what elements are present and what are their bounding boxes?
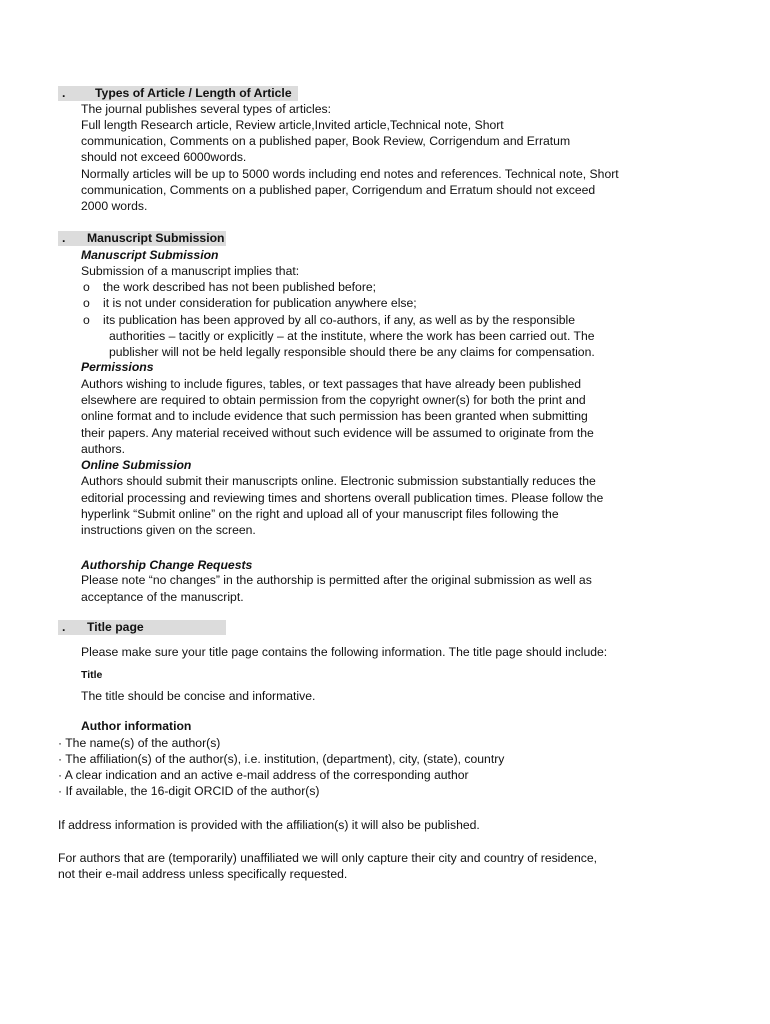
- body-line: Please make sure your title page contains the following information. The title page should include:: [81, 645, 608, 659]
- bullet-item: the work described has not been published before;: [103, 280, 377, 294]
- body-line: Normally articles will be up to 5000 words including end notes and references. Technical note, Short: [81, 167, 619, 181]
- section-heading: Manuscript Submission: [87, 231, 225, 245]
- body-line: instructions given on the screen.: [81, 523, 256, 537]
- sub-heading: Manuscript Submission: [81, 248, 219, 262]
- bullet-item: its publication has been approved by all co-authors, if any, as well as by the responsible: [103, 313, 575, 327]
- body-line: hyperlink “Submit online” on the right and upload all of your manuscript files following the: [81, 507, 559, 521]
- bullet-symbol: o: [83, 296, 90, 310]
- section-heading: Types of Article / Length of Article: [95, 86, 292, 100]
- body-line: online format and to include evidence that such permission has been granted when submitting: [81, 409, 588, 423]
- body-line: not their e-mail address unless specifically requested.: [58, 867, 348, 881]
- bullet-item: it is not under consideration for publication anywhere else;: [103, 296, 417, 310]
- list-item: · The affiliation(s) of the author(s), i.e. institution, (department), city, (state), country: [58, 752, 505, 766]
- body-line: Submission of a manuscript implies that:: [81, 264, 300, 278]
- section-marker: .: [62, 231, 66, 245]
- bullet-continuation: authorities – tacitly or explicitly – at the institute, where the work has been carried out. The: [109, 329, 595, 343]
- bullet-continuation: publisher will not be held legally responsible should there be any claims for compensation.: [109, 345, 595, 359]
- body-line: acceptance of the manuscript.: [81, 590, 244, 604]
- section-heading: Title page: [87, 620, 144, 634]
- sub-heading: Authorship Change Requests: [81, 558, 253, 572]
- sub-heading: Online Submission: [81, 458, 192, 472]
- body-line: 2000 words.: [81, 199, 148, 213]
- body-line: should not exceed 6000words.: [81, 150, 247, 164]
- body-line: editorial processing and reviewing times and shortens overall publication times. Please follow the: [81, 491, 604, 505]
- body-line: The title should be concise and informative.: [81, 689, 316, 703]
- body-line: Please note “no changes” in the authorship is permitted after the original submission as well as: [81, 573, 592, 587]
- body-line: Full length Research article, Review article,Invited article,Technical note, Short: [81, 118, 504, 132]
- list-item: · The name(s) of the author(s): [58, 736, 221, 750]
- section-marker: .: [62, 620, 66, 634]
- body-line: communication, Comments on a published paper, Corrigendum and Erratum should not exceed: [81, 183, 596, 197]
- body-line: Authors wishing to include figures, tables, or text passages that have already been published: [81, 377, 581, 391]
- sub-heading: Permissions: [81, 360, 154, 374]
- body-line: their papers. Any material received without such evidence will be assumed to originate from the: [81, 426, 594, 440]
- list-item: · If available, the 16-digit ORCID of the author(s): [58, 784, 320, 798]
- body-line: The journal publishes several types of articles:: [81, 102, 331, 116]
- bullet-symbol: o: [83, 313, 90, 327]
- body-line: Authors should submit their manuscripts online. Electronic submission substantially reduces the: [81, 474, 596, 488]
- list-item: · A clear indication and an active e-mail address of the corresponding author: [58, 768, 469, 782]
- body-line: authors.: [81, 442, 126, 456]
- body-line: communication, Comments on a published paper, Book Review, Corrigendum and Erratum: [81, 134, 571, 148]
- bullet-symbol: o: [83, 280, 90, 294]
- author-info-heading: Author information: [81, 719, 192, 733]
- body-line: If address information is provided with the affiliation(s) it will also be published.: [58, 818, 480, 832]
- title-label: Title: [81, 669, 103, 681]
- body-line: elsewhere are required to obtain permission from the copyright owner(s) for both the print and: [81, 393, 586, 407]
- body-line: For authors that are (temporarily) unaffiliated we will only capture their city and country of residence,: [58, 851, 597, 865]
- section-marker: .: [62, 86, 66, 100]
